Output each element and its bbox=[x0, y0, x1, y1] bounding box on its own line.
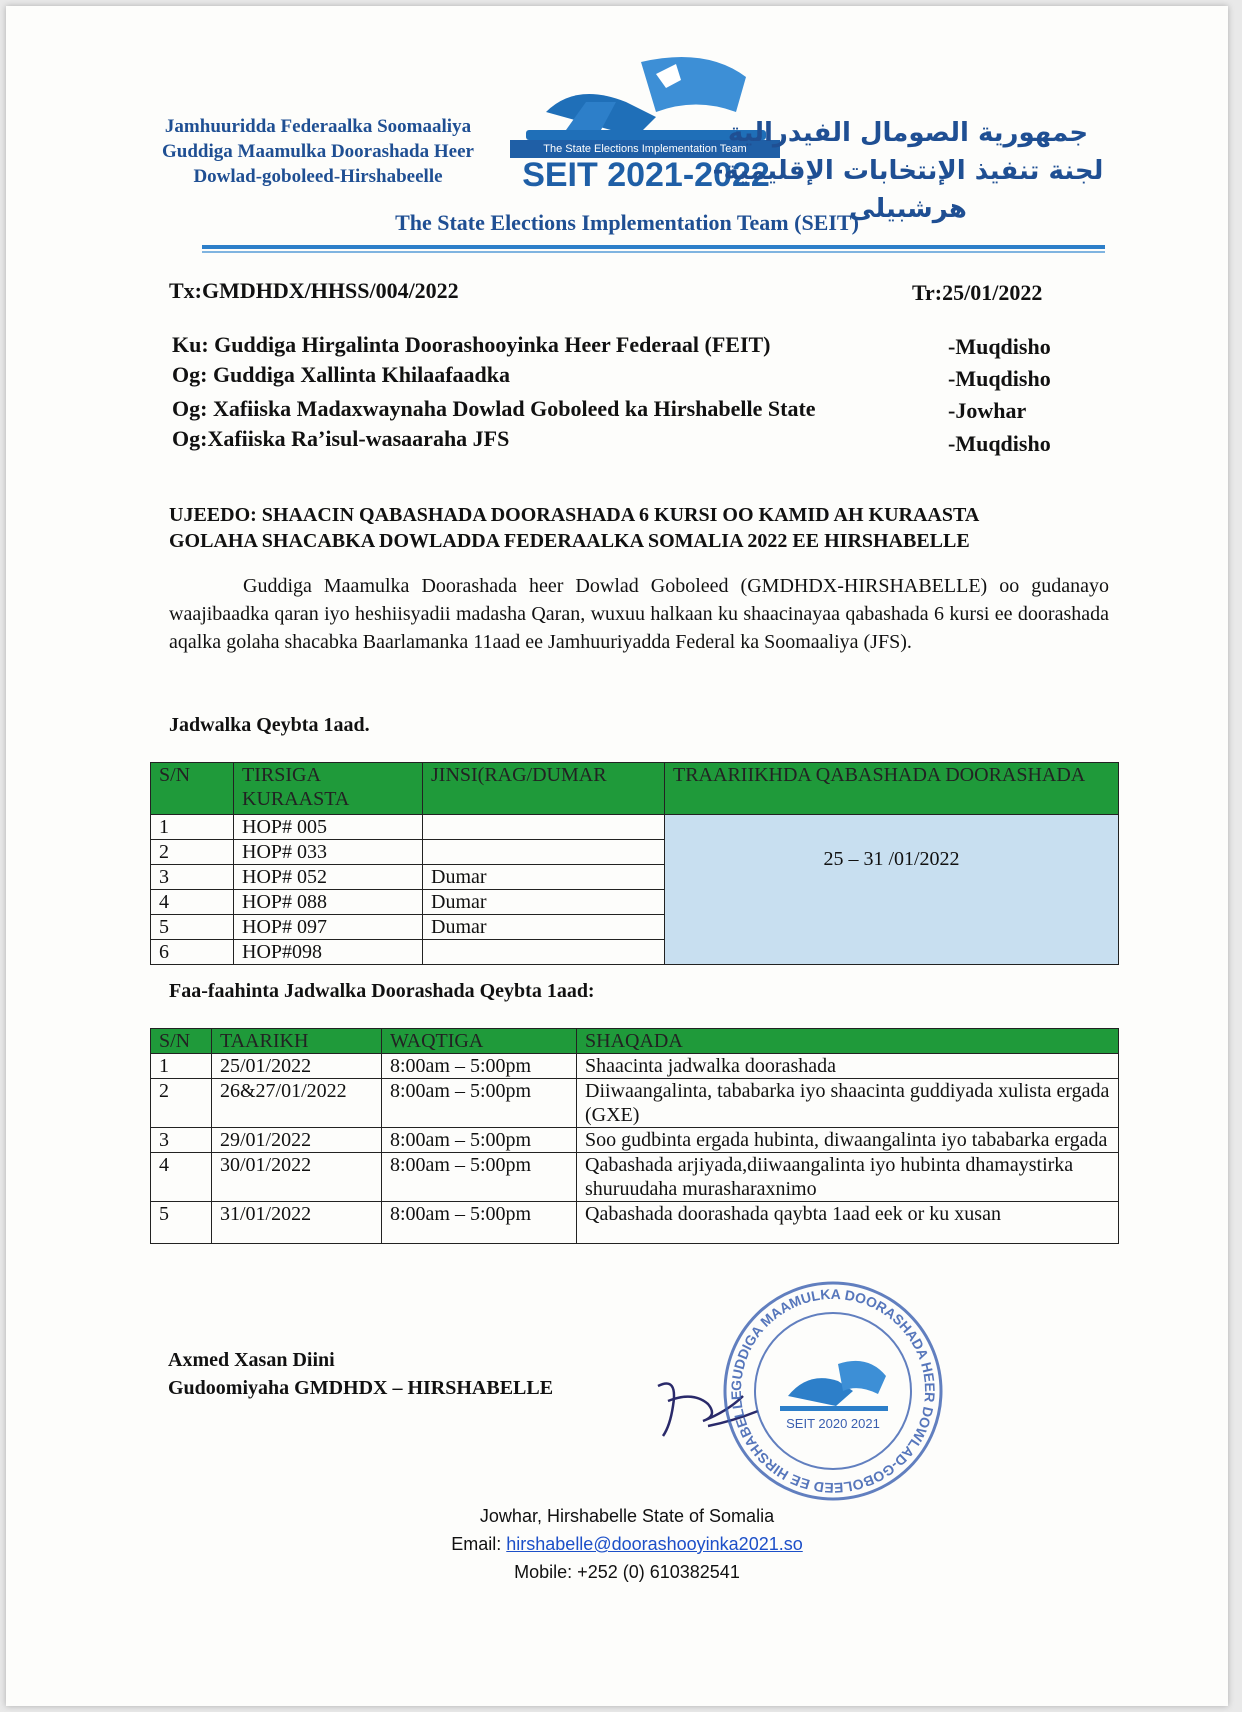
cell-time: 8:00am – 5:00pm bbox=[382, 1079, 577, 1128]
letter-page bbox=[6, 6, 1228, 1706]
signatory-title: Gudoomiyaha GMDHDX – HIRSHABELLE bbox=[168, 1377, 554, 1399]
table-row bbox=[151, 1202, 1119, 1244]
body-paragraph: Guddiga Maamulka Doorashada heer Dowlad Goboleed (GMDHDX-HIRSHABELLE) oo gudanayo waajibaadka qaran iyo heshiisyadii madasha Qaran, wuxuu halkaan ku shaacinayaa qabashada 6 kursi ee doorashada aqalka golaha shacabka Baarlamanka 11aad ee Jamhuuriyadda Federal ka Soomaaliya (JFS). bbox=[169, 575, 1109, 653]
addressee-1: Ku: Guddiga Hirgalinta Doorashooyinka Heer Federaal (FEIT) bbox=[172, 332, 771, 357]
cell-time: 8:00am – 5:00pm bbox=[382, 1202, 577, 1244]
header-left-line-3: Dowlad-goboleed-Hirshabeelle bbox=[193, 166, 443, 187]
cell-sn: 2 bbox=[151, 1079, 212, 1128]
logo-title: SEIT 2021-2022 bbox=[522, 156, 770, 194]
subject-line-1: UJEEDO: SHAACIN QABASHADA DOORASHADA 6 KURSI OO KAMID AH KURAASTA bbox=[169, 504, 980, 526]
footer-email-line bbox=[6, 1530, 1242, 1558]
cell-sn: 3 bbox=[151, 1128, 212, 1153]
cell-date: 25/01/2022 bbox=[212, 1054, 382, 1079]
table-row bbox=[151, 1128, 1119, 1153]
cell-time: 8:00am – 5:00pm bbox=[382, 1153, 577, 1202]
table-row bbox=[151, 1054, 1119, 1079]
cell-seat: HOP# 052 bbox=[234, 865, 423, 890]
cell-date: 31/01/2022 bbox=[212, 1202, 382, 1244]
cell-date: 26&27/01/2022 bbox=[212, 1079, 382, 1128]
footer-email-link[interactable]: hirshabelle@doorashooyinka2021.so bbox=[506, 1534, 803, 1554]
cell-gender bbox=[423, 840, 665, 865]
cell-gender: Dumar bbox=[423, 865, 665, 890]
cell-gender bbox=[423, 940, 665, 965]
header-left-line-2: Guddiga Maamulka Doorashada Heer bbox=[162, 141, 474, 162]
team-line: The State Elections Implementation Team (SEIT) bbox=[395, 210, 859, 235]
schedule-details-table bbox=[150, 1028, 1119, 1244]
header-rule bbox=[202, 245, 1105, 249]
cell-sn: 2 bbox=[151, 840, 234, 865]
subject bbox=[169, 502, 1119, 554]
table-row bbox=[151, 1153, 1119, 1202]
seat-schedule-table bbox=[150, 762, 1119, 965]
stamp-center-text: SEIT 2020 2021 bbox=[786, 1416, 880, 1431]
header-somali-block bbox=[128, 114, 508, 189]
election-date-range: 25 – 31 /01/2022 bbox=[665, 815, 1119, 965]
footer-mobile: Mobile: +252 (0) 610382541 bbox=[514, 1562, 740, 1582]
table1-header-date: TRAARIIKHDA QABASHADA DOORASHADA bbox=[665, 763, 1119, 815]
stamp-ring-text: GUDDIGA MAAMULKA DOORASHADA HEER DOWLAD-GOBOLEED EE HIRSHABELLE bbox=[727, 1285, 939, 1497]
header-right-line-1: جمهورية الصومال الفيدرالية bbox=[727, 118, 1089, 148]
table1-header-seat: TIRSIGA KURAASTA bbox=[234, 763, 423, 815]
cell-date: 30/01/2022 bbox=[212, 1153, 382, 1202]
cell-date: 29/01/2022 bbox=[212, 1128, 382, 1153]
header-left-line-1: Jamhuuridda Federaalka Soomaaliya bbox=[164, 116, 472, 137]
subject-line-2: GOLAHA SHACABKA DOWLADDA FEDERAALKA SOMALIA 2022 EE HIRSHABELLE bbox=[169, 530, 970, 552]
logo-banner: The State Elections Implementation Team bbox=[510, 140, 780, 158]
addressee-3: Og: Xafiiska Madaxwaynaha Dowlad Goboleed ka Hirshabelle State bbox=[172, 396, 816, 421]
header-rule-thin bbox=[202, 251, 1105, 253]
addressee-1-place: -Muqdisho bbox=[948, 334, 1051, 359]
cell-task: Soo gudbinta ergada hubinta, diwaangalinta iyo tababarka ergada bbox=[577, 1128, 1119, 1153]
footer-email-label: Email: bbox=[451, 1534, 507, 1554]
cell-sn: 5 bbox=[151, 1202, 212, 1244]
cell-task: Qabashada arjiyada,diiwaangalinta iyo hubinta dhamaystirka shuruudaha murasharaxnimo bbox=[577, 1153, 1119, 1202]
table1-label: Jadwalka Qeybta 1aad. bbox=[169, 714, 370, 736]
table1-header-gender: JINSI(RAG/DUMAR bbox=[423, 763, 665, 815]
cell-gender: Dumar bbox=[423, 915, 665, 940]
footer-address: Jowhar, Hirshabelle State of Somalia bbox=[479, 1506, 775, 1526]
cell-seat: HOP#098 bbox=[234, 940, 423, 965]
addressee-3-place: -Jowhar bbox=[948, 398, 1027, 423]
cell-seat: HOP# 088 bbox=[234, 890, 423, 915]
cell-task: Qabashada doorashada qaybta 1aad eek or ku xusan bbox=[577, 1202, 1119, 1244]
table-row bbox=[151, 1079, 1119, 1128]
cell-sn: 5 bbox=[151, 915, 234, 940]
cell-sn: 4 bbox=[151, 890, 234, 915]
cell-sn: 3 bbox=[151, 865, 234, 890]
table2-header-date: TAARIKH bbox=[212, 1029, 382, 1054]
addressee-4: Og:Xafiiska Ra’isul-wasaaraha JFS bbox=[172, 426, 510, 451]
cell-seat: HOP# 005 bbox=[234, 815, 423, 840]
official-stamp-icon bbox=[718, 1276, 948, 1506]
cell-time: 8:00am – 5:00pm bbox=[382, 1054, 577, 1079]
table2-header-task: SHAQADA bbox=[577, 1029, 1119, 1054]
cell-sn: 6 bbox=[151, 940, 234, 965]
cell-sn: 1 bbox=[151, 1054, 212, 1079]
signatory bbox=[168, 1346, 553, 1402]
cell-gender: Dumar bbox=[423, 890, 665, 915]
table-row bbox=[151, 815, 1119, 840]
cell-seat: HOP# 097 bbox=[234, 915, 423, 940]
table2-label: Faa-faahinta Jadwalka Doorashada Qeybta 1aad: bbox=[169, 980, 595, 1002]
cell-gender bbox=[423, 815, 665, 840]
header-right-line-2: لجنة تنفيذ الإنتخابات الإقليمية- هرشبيلى bbox=[712, 156, 1104, 224]
cell-task: Diiwaangalinta, tababarka iyo shaacinta guddiyada xulista ergada (GXE) bbox=[577, 1079, 1119, 1128]
addressee-4-place: -Muqdisho bbox=[948, 431, 1051, 456]
cell-sn: 4 bbox=[151, 1153, 212, 1202]
reference-number: Tx:GMDHDX/HHSS/004/2022 bbox=[169, 278, 459, 303]
table1-header-sn: S/N bbox=[151, 763, 234, 815]
footer bbox=[6, 1502, 1242, 1586]
cell-time: 8:00am – 5:00pm bbox=[382, 1128, 577, 1153]
cell-sn: 1 bbox=[151, 815, 234, 840]
table2-header-time: WAQTIGA bbox=[382, 1029, 577, 1054]
cell-seat: HOP# 033 bbox=[234, 840, 423, 865]
letter-date: Tr:25/01/2022 bbox=[912, 280, 1043, 305]
cell-task: Shaacinta jadwalka doorashada bbox=[577, 1054, 1119, 1079]
addressee-2-place: -Muqdisho bbox=[948, 366, 1051, 391]
addressee-2: Og: Guddiga Xallinta Khilaafaadka bbox=[172, 362, 511, 387]
signatory-name: Axmed Xasan Diini bbox=[168, 1349, 335, 1371]
table2-header-sn: S/N bbox=[151, 1029, 212, 1054]
